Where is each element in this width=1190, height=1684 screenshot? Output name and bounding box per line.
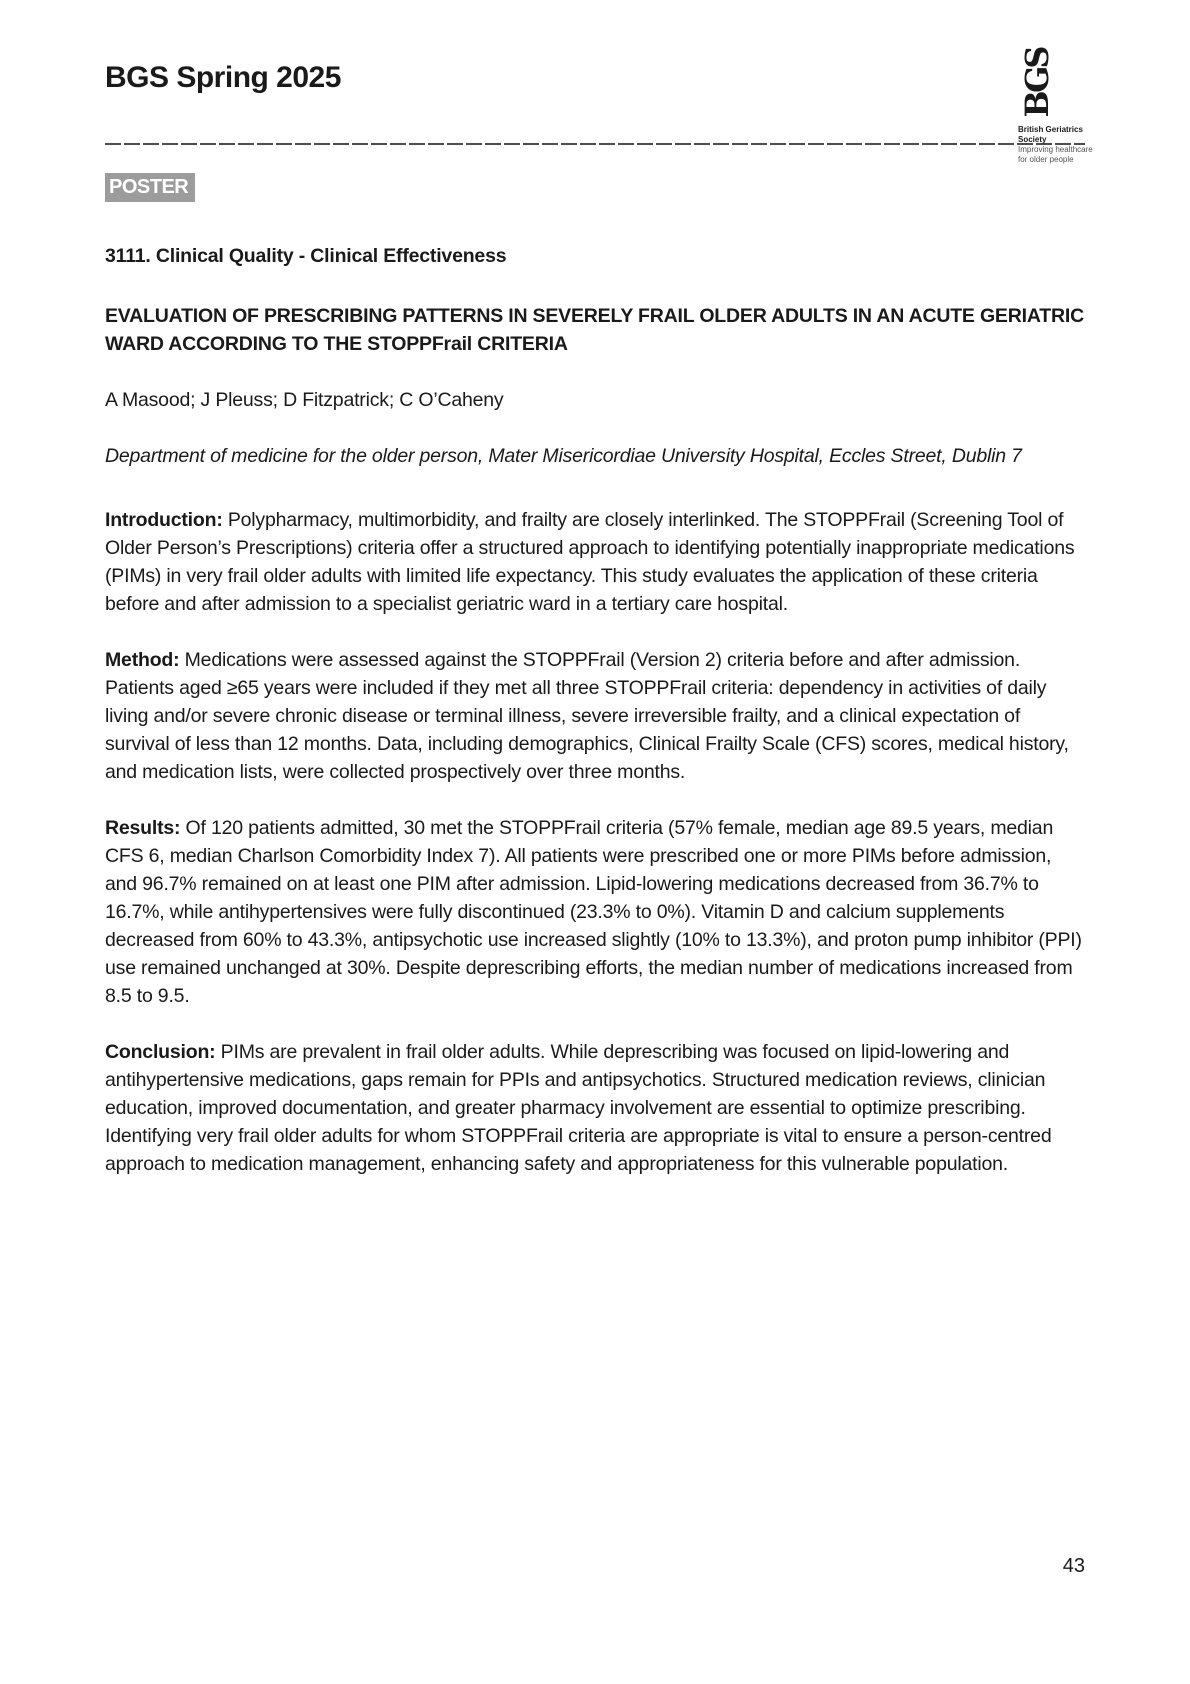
section-conclusion-text: PIMs are prevalent in frail older adults. While deprescribing was focused on lipid-lowering and antihypertensive medications, gaps remain for PPIs and antipsychotics. Structured medication reviews, clinician education, improved documentation, and greater pharmacy involvement are essential to optimize prescribing. Identifying very frail older adults for whom STOPPFrail criteria are appropriate is vital to ensure a person-centred approach to medication management, enhancing safety and appropriateness for this vulnerable population.: [105, 1041, 1052, 1175]
section-method-label: Method:: [105, 649, 180, 671]
page-number: 43: [1062, 1555, 1085, 1577]
bgs-logo-tagline-line1: Improving healthcare: [1018, 145, 1093, 154]
section-conclusion: [105, 1038, 1085, 1178]
section-method-text: Medications were assessed against the STOPPFrail (Version 2) criteria before and after admission. Patients aged ≥65 years were included if they met all three STOPPFrail criteria: dependency in activities of daily living and/or severe chronic disease or terminal illness, severe irreversible frailty, and a clinical expectation of survival of less than 12 months. Data, including demographics, Clinical Frailty Scale (CFS) scores, medical history, and medication lists, were collected prospectively over three months.: [105, 649, 1069, 783]
section-results: [105, 814, 1085, 1010]
section-conclusion-label: Conclusion:: [105, 1041, 216, 1063]
authors-line: A Masood; J Pleuss; D Fitzpatrick; C O’Caheny: [105, 389, 504, 411]
abstract-title: EVALUATION OF PRESCRIBING PATTERNS IN SEVERELY FRAIL OLDER ADULTS IN AN ACUTE GERIATRIC WARD ACCORDING TO THE STOPPFrail CRITERIA: [105, 305, 1084, 355]
section-introduction: [105, 506, 1085, 618]
bgs-logo: [1018, 46, 1108, 165]
session-heading: 3111. Clinical Quality - Clinical Effectiveness: [105, 245, 507, 267]
document-header-title: BGS Spring 2025: [105, 61, 341, 94]
section-introduction-text: Polypharmacy, multimorbidity, and frailty are closely interlinked. The STOPPFrail (Screening Tool of Older Person’s Prescriptions) criteria offer a structured approach to identifying potentially inappropriate medications (PIMs) in very frail older adults with limited life expectancy. This study evaluates the application of these criteria before and after admission to a specialist geriatric ward in a tertiary care hospital.: [105, 509, 1075, 615]
section-method: [105, 646, 1085, 786]
section-introduction-label: Introduction:: [105, 509, 223, 531]
bgs-logo-tagline-line2: for older people: [1018, 155, 1074, 164]
bgs-logo-mark: [1020, 46, 1054, 120]
section-results-text: Of 120 patients admitted, 30 met the STOPPFrail criteria (57% female, median age 89.5 years, median CFS 6, median Charlson Comorbidity Index 7). All patients were prescribed one or more PIMs before admission, and 96.7% remained on at least one PIM after admission. Lipid-lowering medications decreased from 36.7% to 16.7%, while antihypertensives were fully discontinued (23.3% to 0%). Vitamin D and calcium supplements decreased from 60% to 43.3%, antipsychotic use increased slightly (10% to 13.3%), and proton pump inhibitor (PPI) use remained unchanged at 30%. Despite deprescribing efforts, the median number of medications increased from 8.5 to 9.5.: [105, 817, 1082, 1007]
bgs-logo-org-name: British Geriatrics Society: [1018, 125, 1083, 144]
affiliation-line: Department of medicine for the older person, Mater Misericordiae University Hospital, Eccles Street, Dublin 7: [105, 445, 1022, 467]
section-results-label: Results:: [105, 817, 181, 839]
poster-badge: POSTER: [105, 173, 195, 202]
bgs-logo-letters: BGS: [1018, 48, 1056, 118]
header-divider: [105, 143, 1085, 145]
